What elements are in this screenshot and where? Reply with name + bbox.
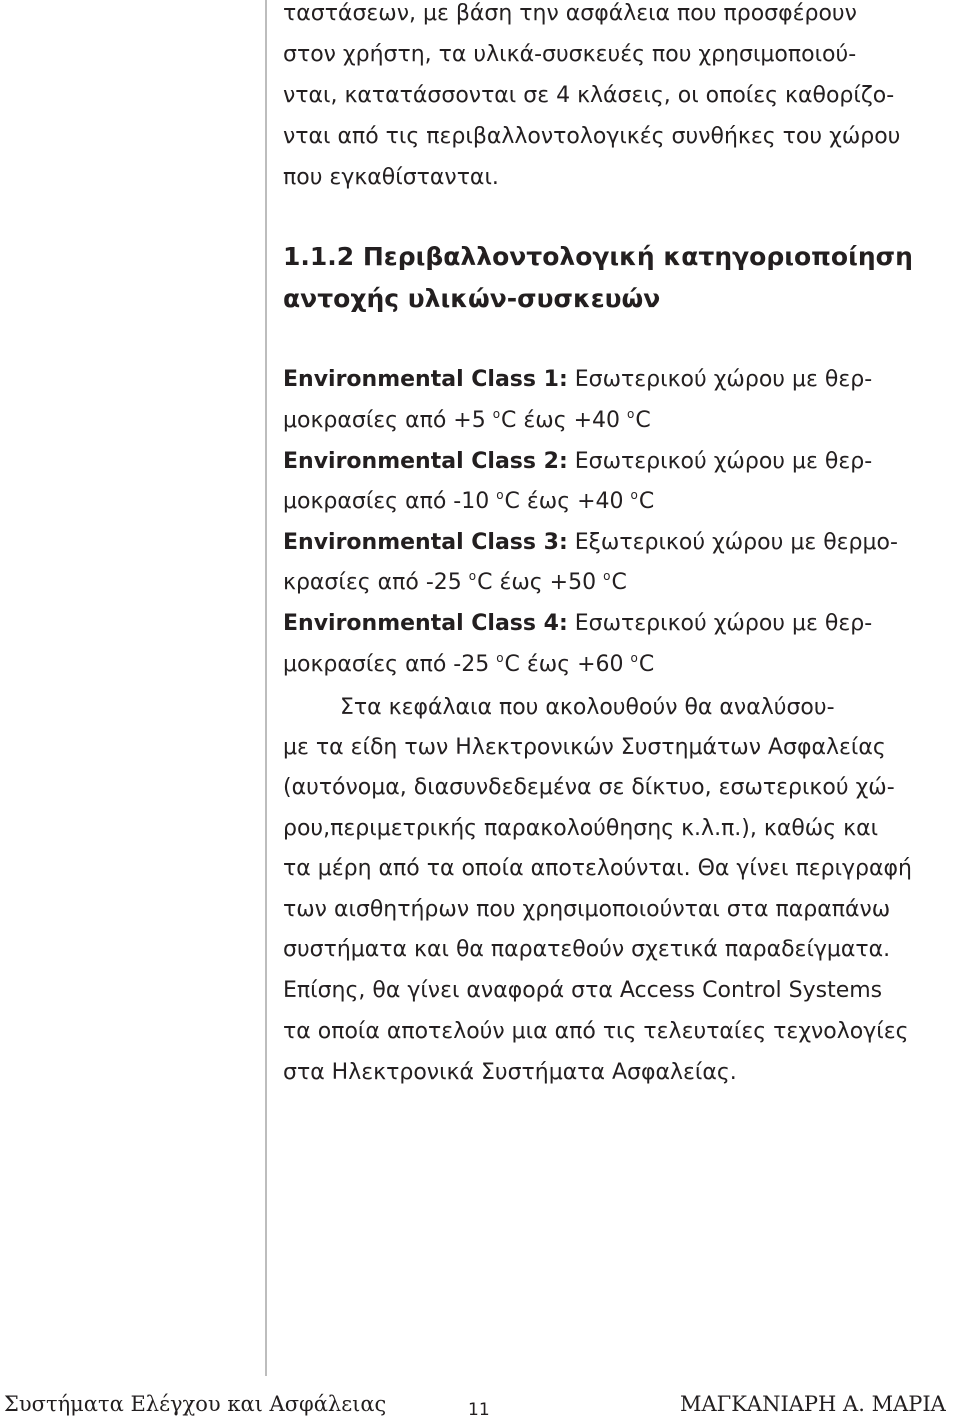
intro-line-3: νται, κατατάσσονται σε 4 κλάσεις, οι οποίες καθορίζο-	[283, 83, 895, 108]
body-line-5: τα μέρη από τα οποία αποτελούνται. Θα γίνει περιγραφή	[283, 856, 912, 881]
class-3-desc: Εξωτερικού χώρου με θερμο-	[567, 530, 898, 555]
degree-symbol: ο	[627, 407, 635, 421]
class-2-desc: Εσωτερικού χώρου με θερ-	[567, 449, 873, 474]
degree-symbol: ο	[496, 651, 504, 665]
degree-symbol: ο	[630, 488, 638, 502]
body-line-8: Επίσης, θα γίνει αναφορά στα Access Control Systems	[283, 978, 883, 1003]
body-line-2: με τα είδη των Ηλεκτρονικών Συστημάτων Ασφαλείας	[283, 735, 886, 760]
class-4-range-end: C	[638, 652, 655, 677]
degree-symbol: ο	[630, 651, 638, 665]
footer-author: ΜΑΓΚΑΝΙΑΡΗ Α. ΜΑΡΙΑ	[680, 1392, 946, 1416]
class-4-range-mid: C έως +60	[504, 652, 631, 677]
body-line-9: τα οποία αποτελούν μια από τις τελευταίες τεχνολογίες	[283, 1019, 909, 1044]
class-3-range-mid: C έως +50	[477, 570, 604, 595]
class-3-title-line	[283, 532, 898, 554]
class-2-range-end: C	[638, 489, 655, 514]
section-heading-line-1: 1.1.2 Περιβαλλοντολογική κατηγοριοποίηση	[283, 242, 913, 271]
class-1-desc: Εσωτερικού χώρου με θερ-	[567, 367, 873, 392]
class-4-desc: Εσωτερικού χώρου με θερ-	[567, 611, 873, 636]
body-line-4: ρου,περιμετρικής παρακολούθησης κ.λ.π.), καθώς και	[283, 816, 879, 841]
class-4-label: Environmental Class 4:	[283, 611, 568, 636]
body-line-1: Στα κεφάλαια που ακολουθούν θα αναλύσου-	[340, 695, 835, 720]
class-1-range-end: C	[635, 408, 651, 433]
class-4-range-line	[283, 651, 655, 677]
section-heading-line-2: αντοχής υλικών-συσκευών	[283, 284, 661, 313]
intro-line-5: που εγκαθίστανται.	[283, 165, 499, 190]
footer-page-number: 11	[468, 1400, 490, 1420]
degree-symbol: ο	[468, 569, 477, 583]
intro-line-2: στον χρήστη, τα υλικά-συσκευές που χρησιμοποιού-	[283, 42, 857, 67]
class-1-range-line	[283, 407, 651, 433]
class-2-range-mid: C έως +40	[504, 489, 631, 514]
class-1-range-start: μοκρασίες από +5	[283, 408, 493, 433]
body-line-6: των αισθητήρων που χρησιμοποιούνται στα παραπάνω	[283, 897, 891, 922]
class-2-label: Environmental Class 2:	[283, 449, 568, 474]
class-1-range-mid: C έως +40	[501, 408, 628, 433]
class-1-label: Environmental Class 1:	[283, 367, 568, 392]
body-line-3: (αυτόνομα, διασυνδεδεμένα σε δίκτυο, εσωτερικού χώ-	[283, 775, 895, 800]
degree-symbol: ο	[492, 407, 501, 421]
intro-line-4: νται από τις περιβαλλοντολογικές συνθήκες του χώρου	[283, 124, 901, 149]
class-4-title-line	[283, 613, 872, 635]
degree-symbol: ο	[496, 488, 504, 502]
intro-line-1: ταστάσεων, με βάση την ασφάλεια που προσφέρουν	[283, 1, 857, 26]
class-2-range-line	[283, 488, 655, 514]
class-3-label: Environmental Class 3:	[283, 530, 568, 555]
class-1-title-line	[283, 369, 872, 391]
class-2-title-line	[283, 451, 872, 473]
class-3-range-end: C	[611, 570, 627, 595]
degree-symbol: ο	[603, 569, 611, 583]
body-line-7: συστήματα και θα παρατεθούν σχετικά παραδείγματα.	[283, 937, 891, 962]
footer-document-title: Συστήματα Ελέγχου και Ασφάλειας	[4, 1392, 387, 1416]
class-3-range-line	[283, 569, 627, 595]
class-3-range-start: κρασίες από -25	[283, 570, 469, 595]
body-line-10: στα Ηλεκτρονικά Συστήματα Ασφαλείας.	[283, 1060, 737, 1085]
class-2-range-start: μοκρασίες από -10	[283, 489, 497, 514]
vertical-margin-rule	[265, 0, 267, 1376]
class-4-range-start: μοκρασίες από -25	[283, 652, 497, 677]
